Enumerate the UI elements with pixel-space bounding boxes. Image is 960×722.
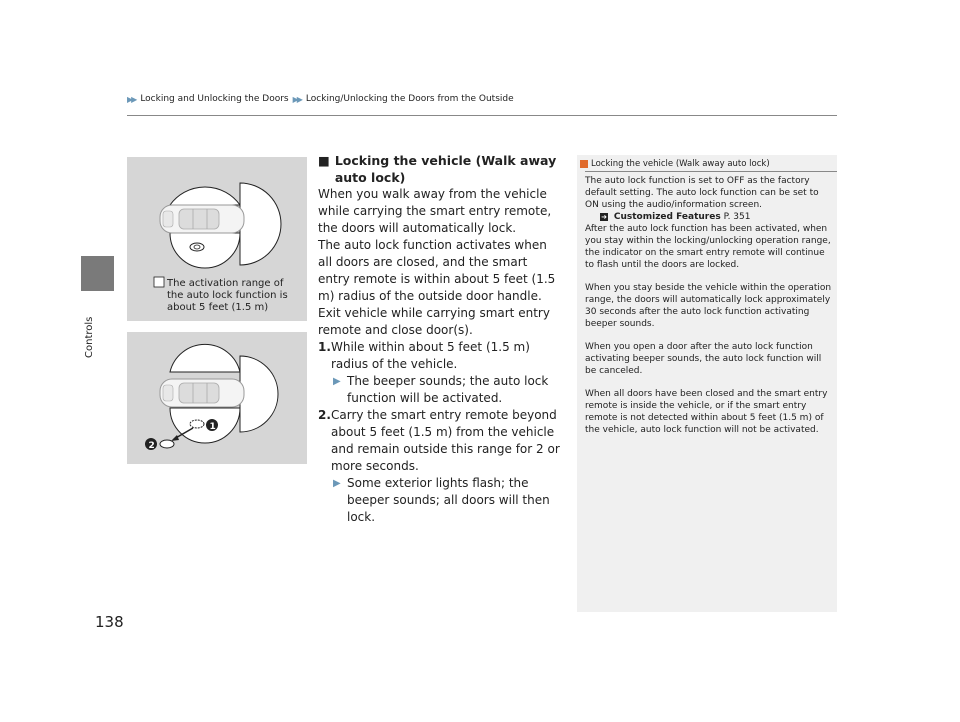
range-zone-top (170, 187, 240, 205)
note-heading: Locking the vehicle (Walk away auto lock) (577, 155, 837, 171)
note-body (585, 175, 833, 447)
page-number: 138 (95, 613, 124, 631)
reference-arrow-icon: ➜ (601, 212, 607, 221)
breadcrumb-level1[interactable]: Locking and Unlocking the Doors (140, 94, 289, 104)
activation-range-diagram (127, 157, 307, 321)
caption-line1: The activation range of (167, 278, 284, 289)
paragraph: When you walk away from the vehicle while carrying the smart entry remote, the doors will automatically lock. (318, 187, 552, 235)
result-arrow-icon: ▶ (333, 376, 341, 387)
vehicle-top-view-icon (160, 205, 244, 233)
heading-square-icon: ■ (318, 153, 330, 168)
note-paragraph: When you stay beside the vehicle within the operation range, the doors will automatically lock approximately 30 seconds after the auto lock function activating beeper sounds. (585, 283, 832, 329)
section-label: Controls (84, 316, 95, 358)
vehicle-top-view-icon (160, 379, 244, 407)
note-paragraph: When you open a door after the auto lock function activating beeper sounds, the auto lock function will be canceled. (585, 342, 822, 376)
caption-line2: the auto lock function is (167, 290, 288, 301)
breadcrumb-level2[interactable]: Locking/Unlocking the Doors from the Outside (305, 94, 514, 104)
section-tab (81, 256, 114, 291)
range-zone-right (240, 356, 278, 432)
figure-walk-away (127, 332, 307, 464)
range-zone-bottom (170, 408, 240, 443)
range-zone-right (240, 183, 281, 265)
note-divider (585, 171, 837, 172)
note-paragraph: The auto lock function is set to OFF as the factory default setting. The auto lock function can be set to ON using the audio/information screen. ➜ Customized Features P. 351 After the auto lock function has been activated, when you stay within the locking/unlocking operation range, the indicator on the smart entry remote will continue to flash until the doors are locked. (585, 175, 833, 271)
section-heading: ■ Locking the vehicle (Walk away auto lock) (318, 153, 557, 185)
step-item: 2. Carry the smart entry remote beyond about 5 feet (1.5 m) from the vehicle and remain outside this range for 2 or more seconds. (318, 408, 560, 473)
main-content (318, 152, 562, 526)
breadcrumb-arrow-icon: ▶▶ (292, 94, 301, 104)
figure-activation-range (127, 157, 307, 321)
note-panel (577, 155, 837, 612)
step-result: ▶ Some exterior lights flash; the beeper sounds; all doors will then lock. (333, 476, 550, 524)
smart-entry-remote-icon (160, 440, 174, 448)
callout-2: 2 (148, 441, 155, 451)
callout-1: 1 (209, 422, 216, 432)
caption-line3: about 5 feet (1.5 m) (167, 302, 269, 313)
xref-title[interactable]: Customized Features (613, 212, 721, 222)
cross-reference[interactable] (585, 211, 833, 223)
breadcrumb (127, 94, 514, 104)
xref-page[interactable]: P. 351 (723, 212, 751, 222)
header-divider (127, 115, 837, 116)
note-paragraph: When all doors have been closed and the smart entry remote is inside the vehicle, or if the smart entry remote is not detected within about 5 feet (1.5 m) of the vehicle, auto lock function will not be activated. (585, 389, 828, 435)
paragraph: The auto lock function activates when all doors are closed, and the smart entry remote is within about 5 feet (1.5 m) radius of the outside door handle. (318, 238, 556, 303)
paragraph: Exit vehicle while carrying smart entry remote and close door(s). (318, 306, 550, 337)
smart-entry-remote-icon (190, 243, 204, 251)
step-result: ▶ The beeper sounds; the auto lock function will be activated. (333, 374, 549, 405)
breadcrumb-arrow-icon: ▶▶ (127, 94, 136, 104)
range-zone-top (170, 344, 240, 372)
step-item: 1. While within about 5 feet (1.5 m) radius of the vehicle. (318, 340, 530, 371)
result-arrow-icon: ▶ (333, 478, 341, 489)
smart-entry-remote-icon (190, 420, 204, 428)
range-legend-swatch (154, 277, 164, 287)
walk-away-diagram (127, 332, 307, 464)
range-zone-bottom (170, 233, 240, 268)
note-marker-icon (580, 160, 588, 168)
